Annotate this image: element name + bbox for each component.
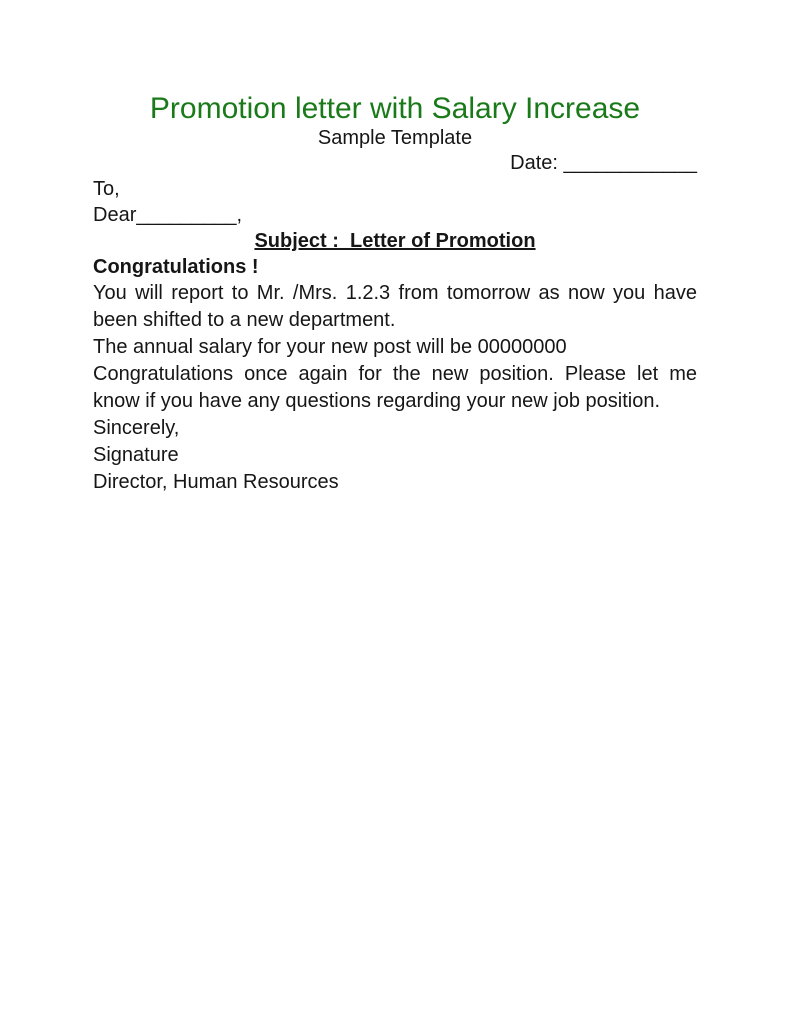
subject-line: Subject : Letter of Promotion [254, 230, 536, 252]
date-line [93, 150, 697, 176]
letter-content [0, 0, 791, 496]
page-title: Promotion letter with Salary Increase [149, 92, 641, 125]
date-label: Date: [510, 152, 564, 174]
body-paragraph: The annual salary for your new post will be 00000000 [93, 336, 567, 358]
signatory-title: Director, Human Resources [93, 471, 339, 493]
body-paragraph: You will report to Mr. /Mrs. 1.2.3 from tomorrow as now you have been shifted to a new department. [93, 282, 697, 331]
greeting-line: Congratulations ! [93, 256, 259, 278]
signature-label: Signature [93, 444, 179, 466]
signature-block [93, 442, 697, 496]
body-paragraph: Congratulations once again for the new position. Please let me know if you have any questions regarding your new job position. [93, 363, 697, 412]
dear-line: Dear_________, [93, 204, 243, 226]
page-subtitle: Sample Template [317, 127, 473, 149]
closing-line: Sincerely, [93, 417, 180, 439]
date-blank: ____________ [563, 152, 697, 174]
to-line: To, [93, 178, 120, 200]
